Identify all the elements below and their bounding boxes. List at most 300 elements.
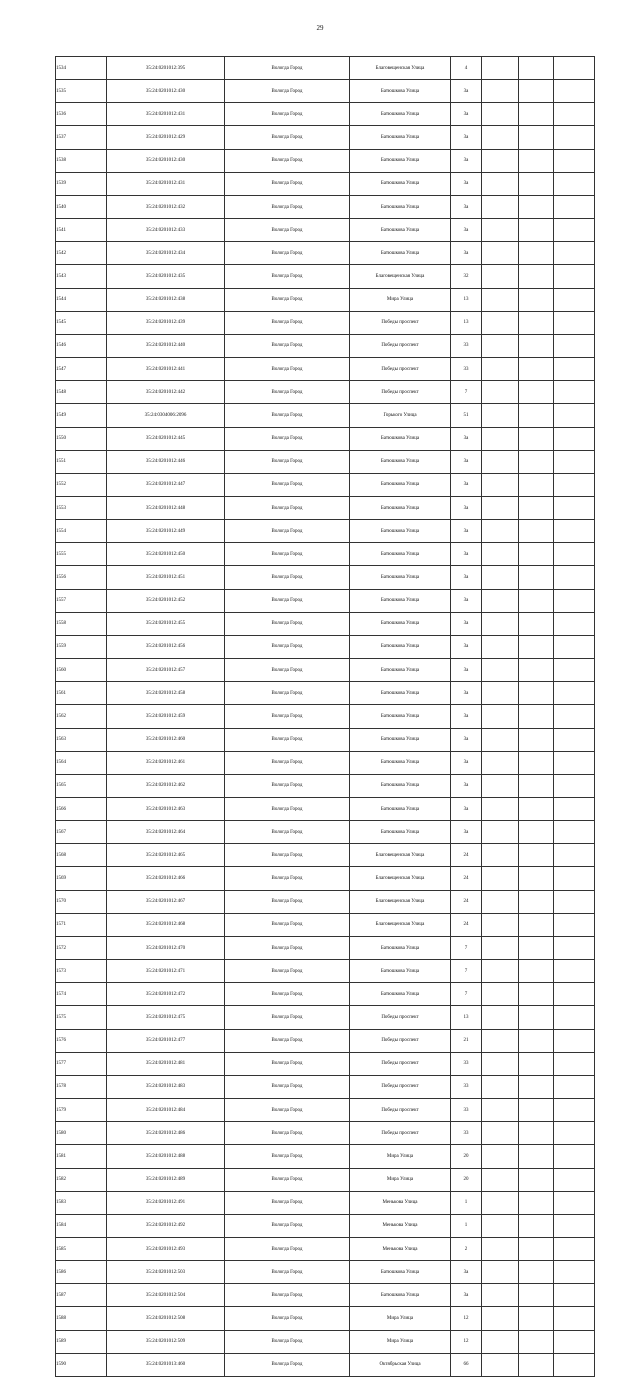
cell-row-number: 1552	[56, 473, 107, 496]
cell-row-number: 1570	[56, 890, 107, 913]
cell-city: Вологда Город	[225, 635, 350, 658]
cell-empty-3	[554, 265, 595, 288]
cell-row-number: 1575	[56, 1006, 107, 1029]
cell-row-number: 1563	[56, 728, 107, 751]
cell-row-number: 1549	[56, 404, 107, 427]
cell-street: Батюшкова Улица	[350, 496, 451, 519]
cell-house-number: 3а	[451, 149, 482, 172]
cell-empty-1	[482, 288, 519, 311]
cell-empty-1	[482, 334, 519, 357]
cell-cadastral-number: 35:24:0201012:435	[107, 265, 225, 288]
cell-empty-2	[519, 659, 554, 682]
cell-empty-1	[482, 913, 519, 936]
cell-house-number: 3а	[451, 242, 482, 265]
cell-empty-3	[554, 913, 595, 936]
cell-empty-3	[554, 334, 595, 357]
table-row	[56, 149, 595, 172]
cell-row-number: 1571	[56, 913, 107, 936]
cell-row-number: 1568	[56, 844, 107, 867]
cell-empty-1	[482, 473, 519, 496]
cell-empty-3	[554, 427, 595, 450]
cell-house-number: 3а	[451, 682, 482, 705]
cell-city: Вологда Город	[225, 1006, 350, 1029]
cell-house-number: 1	[451, 1191, 482, 1214]
cell-house-number: 24	[451, 844, 482, 867]
cell-empty-3	[554, 635, 595, 658]
cell-street: Октябрьская Улица	[350, 1353, 451, 1376]
cell-city: Вологда Город	[225, 80, 350, 103]
cell-cadastral-number: 35:24:0201012:450	[107, 543, 225, 566]
table-row	[56, 1052, 595, 1075]
cell-empty-1	[482, 612, 519, 635]
table-row	[56, 172, 595, 195]
cell-city: Вологда Город	[225, 126, 350, 149]
cell-house-number: 1	[451, 1214, 482, 1237]
cell-house-number: 20	[451, 1168, 482, 1191]
cell-row-number: 1559	[56, 635, 107, 658]
table-row	[56, 705, 595, 728]
cell-street: Мира Улица	[350, 288, 451, 311]
table-row	[56, 960, 595, 983]
cell-street: Победы проспект	[350, 311, 451, 334]
cell-empty-3	[554, 242, 595, 265]
cell-row-number: 1588	[56, 1307, 107, 1330]
cell-street: Благовещенская Улица	[350, 265, 451, 288]
table-row	[56, 496, 595, 519]
cell-empty-2	[519, 1099, 554, 1122]
cell-empty-3	[554, 1214, 595, 1237]
cell-empty-3	[554, 798, 595, 821]
cell-house-number: 3а	[451, 774, 482, 797]
cell-empty-2	[519, 844, 554, 867]
cell-empty-2	[519, 1330, 554, 1353]
cell-house-number: 33	[451, 358, 482, 381]
cell-empty-3	[554, 496, 595, 519]
cell-empty-3	[554, 1353, 595, 1376]
cell-row-number: 1539	[56, 172, 107, 195]
cell-empty-1	[482, 1029, 519, 1052]
cell-empty-1	[482, 450, 519, 473]
cell-house-number: 3а	[451, 1284, 482, 1307]
cell-row-number: 1547	[56, 358, 107, 381]
cell-row-number: 1544	[56, 288, 107, 311]
cell-street: Батюшкова Улица	[350, 219, 451, 242]
cell-empty-2	[519, 798, 554, 821]
cell-house-number: 3а	[451, 450, 482, 473]
cell-city: Вологда Город	[225, 1261, 350, 1284]
cell-empty-2	[519, 57, 554, 80]
cell-row-number: 1589	[56, 1330, 107, 1353]
cell-row-number: 1536	[56, 103, 107, 126]
cell-empty-2	[519, 612, 554, 635]
cell-cadastral-number: 35:24:0201012:464	[107, 821, 225, 844]
cell-empty-1	[482, 844, 519, 867]
cell-cadastral-number: 35:24:0201012:504	[107, 1284, 225, 1307]
cell-empty-1	[482, 1099, 519, 1122]
cell-empty-1	[482, 57, 519, 80]
table-row	[56, 543, 595, 566]
cell-street: Благовещенская Улица	[350, 57, 451, 80]
cell-city: Вологда Город	[225, 265, 350, 288]
cell-row-number: 1582	[56, 1168, 107, 1191]
cell-empty-3	[554, 1261, 595, 1284]
cell-cadastral-number: 35:24:0201012:467	[107, 890, 225, 913]
cell-house-number: 3а	[451, 172, 482, 195]
cell-empty-3	[554, 728, 595, 751]
cell-house-number: 33	[451, 1075, 482, 1098]
cell-city: Вологда Город	[225, 543, 350, 566]
cell-empty-1	[482, 659, 519, 682]
cell-house-number: 13	[451, 311, 482, 334]
table-row	[56, 1237, 595, 1260]
cell-cadastral-number: 35:24:0201012:439	[107, 311, 225, 334]
cell-row-number: 1572	[56, 936, 107, 959]
table-row	[56, 659, 595, 682]
cell-street: Батюшкова Улица	[350, 798, 451, 821]
cell-house-number: 3а	[451, 798, 482, 821]
table-row	[56, 404, 595, 427]
cell-city: Вологда Город	[225, 195, 350, 218]
cell-empty-2	[519, 751, 554, 774]
cell-empty-3	[554, 566, 595, 589]
cell-street: Батюшкова Улица	[350, 728, 451, 751]
cell-empty-1	[482, 1214, 519, 1237]
cell-row-number: 1561	[56, 682, 107, 705]
cell-row-number: 1579	[56, 1099, 107, 1122]
table-row	[56, 195, 595, 218]
cell-city: Вологда Город	[225, 1330, 350, 1353]
cell-empty-3	[554, 1168, 595, 1191]
cell-cadastral-number: 35:24:0201012:451	[107, 566, 225, 589]
cell-city: Вологда Город	[225, 659, 350, 682]
cell-city: Вологда Город	[225, 983, 350, 1006]
cell-empty-1	[482, 1284, 519, 1307]
cell-cadastral-number: 35:24:0201012:433	[107, 219, 225, 242]
cell-empty-2	[519, 1029, 554, 1052]
cell-street: Батюшкова Улица	[350, 936, 451, 959]
cell-row-number: 1546	[56, 334, 107, 357]
cell-empty-2	[519, 334, 554, 357]
cell-empty-3	[554, 1145, 595, 1168]
cell-house-number: 3а	[451, 80, 482, 103]
cell-empty-1	[482, 520, 519, 543]
cell-house-number: 13	[451, 288, 482, 311]
cell-street: Батюшкова Улица	[350, 172, 451, 195]
cell-street: Мира Улица	[350, 1330, 451, 1353]
cell-cadastral-number: 35:24:0201012:503	[107, 1261, 225, 1284]
cell-street: Батюшкова Улица	[350, 543, 451, 566]
cell-empty-1	[482, 404, 519, 427]
cell-empty-3	[554, 381, 595, 404]
cell-city: Вологда Город	[225, 1029, 350, 1052]
cell-row-number: 1556	[56, 566, 107, 589]
cell-house-number: 24	[451, 890, 482, 913]
cell-empty-2	[519, 1168, 554, 1191]
cell-empty-2	[519, 1284, 554, 1307]
cell-row-number: 1574	[56, 983, 107, 1006]
cell-row-number: 1565	[56, 774, 107, 797]
cell-empty-1	[482, 149, 519, 172]
cell-city: Вологда Город	[225, 103, 350, 126]
cell-street: Батюшкова Улица	[350, 242, 451, 265]
cell-street: Батюшкова Улица	[350, 960, 451, 983]
cell-row-number: 1562	[56, 705, 107, 728]
table-row	[56, 1330, 595, 1353]
cell-row-number: 1586	[56, 1261, 107, 1284]
table-row	[56, 473, 595, 496]
cell-city: Вологда Город	[225, 844, 350, 867]
cell-row-number: 1554	[56, 520, 107, 543]
cell-empty-3	[554, 774, 595, 797]
table-row	[56, 1075, 595, 1098]
table-row	[56, 57, 595, 80]
cell-empty-2	[519, 983, 554, 1006]
cell-row-number: 1576	[56, 1029, 107, 1052]
cell-street: Менькова Улица	[350, 1214, 451, 1237]
cell-empty-2	[519, 890, 554, 913]
cell-empty-3	[554, 404, 595, 427]
cell-cadastral-number: 35:24:0201012:440	[107, 334, 225, 357]
cell-street: Батюшкова Улица	[350, 520, 451, 543]
cell-row-number: 1545	[56, 311, 107, 334]
cell-city: Вологда Город	[225, 890, 350, 913]
cell-house-number: 13	[451, 1006, 482, 1029]
cell-empty-2	[519, 682, 554, 705]
table-row	[56, 1099, 595, 1122]
cell-street: Батюшкова Улица	[350, 774, 451, 797]
cell-cadastral-number: 35:24:0201012:461	[107, 751, 225, 774]
cell-house-number: 3а	[451, 473, 482, 496]
cell-cadastral-number: 35:24:0201012:471	[107, 960, 225, 983]
table-row	[56, 589, 595, 612]
cell-house-number: 3а	[451, 496, 482, 519]
cell-house-number: 2	[451, 1237, 482, 1260]
cell-empty-1	[482, 682, 519, 705]
cell-cadastral-number: 35:24:0304006:2096	[107, 404, 225, 427]
cell-row-number: 1564	[56, 751, 107, 774]
table-row	[56, 936, 595, 959]
cell-street: Батюшкова Улица	[350, 682, 451, 705]
cell-row-number: 1551	[56, 450, 107, 473]
cell-city: Вологда Город	[225, 1075, 350, 1098]
cell-cadastral-number: 35:24:0201012:429	[107, 126, 225, 149]
cell-empty-2	[519, 1075, 554, 1098]
cell-empty-1	[482, 172, 519, 195]
cell-empty-1	[482, 103, 519, 126]
cell-city: Вологда Город	[225, 1168, 350, 1191]
cell-cadastral-number: 35:24:0201012:434	[107, 242, 225, 265]
table-row	[56, 635, 595, 658]
cell-empty-2	[519, 1307, 554, 1330]
cell-empty-3	[554, 612, 595, 635]
cell-row-number: 1584	[56, 1214, 107, 1237]
cell-cadastral-number: 35:24:0201012:455	[107, 612, 225, 635]
cell-empty-2	[519, 195, 554, 218]
table-row	[56, 774, 595, 797]
cell-row-number: 1535	[56, 80, 107, 103]
cell-row-number: 1566	[56, 798, 107, 821]
cell-house-number: 3а	[451, 589, 482, 612]
table-row	[56, 219, 595, 242]
cell-street: Победы проспект	[350, 334, 451, 357]
cell-city: Вологда Город	[225, 520, 350, 543]
cell-street: Мира Улица	[350, 1307, 451, 1330]
cell-house-number: 33	[451, 1099, 482, 1122]
cell-house-number: 66	[451, 1353, 482, 1376]
cell-street: Батюшкова Улица	[350, 1284, 451, 1307]
cell-empty-2	[519, 381, 554, 404]
cell-empty-1	[482, 821, 519, 844]
cell-cadastral-number: 35:24:0201012:489	[107, 1168, 225, 1191]
cell-empty-3	[554, 1237, 595, 1260]
cell-empty-1	[482, 566, 519, 589]
cell-empty-1	[482, 960, 519, 983]
cell-empty-2	[519, 1006, 554, 1029]
cell-empty-2	[519, 427, 554, 450]
cell-empty-3	[554, 1075, 595, 1098]
cell-empty-1	[482, 311, 519, 334]
cell-empty-3	[554, 682, 595, 705]
table-row	[56, 913, 595, 936]
cell-empty-2	[519, 543, 554, 566]
cell-city: Вологда Город	[225, 1353, 350, 1376]
cell-house-number: 7	[451, 936, 482, 959]
cell-row-number: 1541	[56, 219, 107, 242]
cell-street: Батюшкова Улица	[350, 126, 451, 149]
cell-empty-1	[482, 867, 519, 890]
cell-city: Вологда Город	[225, 960, 350, 983]
cell-street: Победы проспект	[350, 1122, 451, 1145]
cell-cadastral-number: 35:24:0201012:452	[107, 589, 225, 612]
cell-cadastral-number: 35:24:0201012:442	[107, 381, 225, 404]
cell-street: Благовещенская Улица	[350, 913, 451, 936]
cell-empty-2	[519, 103, 554, 126]
cell-city: Вологда Город	[225, 612, 350, 635]
cell-city: Вологда Город	[225, 172, 350, 195]
cell-street: Батюшкова Улица	[350, 821, 451, 844]
cell-cadastral-number: 35:24:0201012:458	[107, 682, 225, 705]
cell-city: Вологда Город	[225, 867, 350, 890]
cell-house-number: 33	[451, 1122, 482, 1145]
cell-cadastral-number: 35:24:0201012:457	[107, 659, 225, 682]
cell-empty-1	[482, 983, 519, 1006]
cell-street: Горького Улица	[350, 404, 451, 427]
cell-city: Вологда Город	[225, 589, 350, 612]
table-row	[56, 288, 595, 311]
cell-row-number: 1567	[56, 821, 107, 844]
cell-empty-2	[519, 288, 554, 311]
cell-empty-1	[482, 890, 519, 913]
cell-city: Вологда Город	[225, 913, 350, 936]
cell-street: Батюшкова Улица	[350, 195, 451, 218]
registry-table	[55, 56, 595, 1377]
cell-city: Вологда Город	[225, 1052, 350, 1075]
cell-house-number: 3а	[451, 751, 482, 774]
cell-row-number: 1558	[56, 612, 107, 635]
cell-city: Вологда Город	[225, 473, 350, 496]
cell-cadastral-number: 35:24:0201012:456	[107, 635, 225, 658]
cell-city: Вологда Город	[225, 242, 350, 265]
cell-cadastral-number: 35:24:0201012:493	[107, 1237, 225, 1260]
cell-empty-2	[519, 705, 554, 728]
cell-empty-3	[554, 1006, 595, 1029]
cell-empty-3	[554, 751, 595, 774]
table-row	[56, 612, 595, 635]
cell-empty-1	[482, 126, 519, 149]
cell-city: Вологда Город	[225, 1214, 350, 1237]
table-row	[56, 682, 595, 705]
cell-cadastral-number: 35:24:0201012:484	[107, 1099, 225, 1122]
cell-row-number: 1585	[56, 1237, 107, 1260]
cell-empty-2	[519, 1122, 554, 1145]
cell-empty-2	[519, 311, 554, 334]
table-row	[56, 242, 595, 265]
cell-empty-2	[519, 520, 554, 543]
cell-house-number: 12	[451, 1307, 482, 1330]
cell-cadastral-number: 35:24:0201012:463	[107, 798, 225, 821]
cell-cadastral-number: 35:24:0201012:492	[107, 1214, 225, 1237]
cell-row-number: 1557	[56, 589, 107, 612]
cell-street: Победы проспект	[350, 1052, 451, 1075]
cell-empty-1	[482, 1330, 519, 1353]
cell-empty-3	[554, 983, 595, 1006]
cell-house-number: 3а	[451, 427, 482, 450]
table-row	[56, 1261, 595, 1284]
cell-empty-3	[554, 149, 595, 172]
cell-city: Вологда Город	[225, 682, 350, 705]
cell-cadastral-number: 35:24:0201012:483	[107, 1075, 225, 1098]
cell-city: Вологда Город	[225, 728, 350, 751]
cell-empty-2	[519, 728, 554, 751]
cell-cadastral-number: 35:24:0201012:462	[107, 774, 225, 797]
table-row	[56, 728, 595, 751]
cell-city: Вологда Город	[225, 1145, 350, 1168]
table-row	[56, 450, 595, 473]
cell-house-number: 24	[451, 913, 482, 936]
cell-empty-1	[482, 242, 519, 265]
cell-house-number: 3а	[451, 612, 482, 635]
cell-house-number: 12	[451, 1330, 482, 1353]
cell-empty-2	[519, 473, 554, 496]
cell-empty-2	[519, 589, 554, 612]
cell-empty-1	[482, 496, 519, 519]
cell-street: Батюшкова Улица	[350, 80, 451, 103]
cell-empty-3	[554, 172, 595, 195]
cell-cadastral-number: 35:24:0201012:477	[107, 1029, 225, 1052]
cell-street: Батюшкова Улица	[350, 705, 451, 728]
cell-empty-3	[554, 195, 595, 218]
cell-cadastral-number: 35:24:0201012:509	[107, 1330, 225, 1353]
cell-city: Вологда Город	[225, 1237, 350, 1260]
table-row	[56, 427, 595, 450]
table-row	[56, 1353, 595, 1376]
cell-house-number: 3а	[451, 103, 482, 126]
cell-cadastral-number: 35:24:0201012:508	[107, 1307, 225, 1330]
table-row	[56, 1168, 595, 1191]
cell-empty-3	[554, 867, 595, 890]
cell-city: Вологда Город	[225, 311, 350, 334]
cell-cadastral-number: 35:24:0201012:432	[107, 195, 225, 218]
cell-city: Вологда Город	[225, 334, 350, 357]
cell-house-number: 3а	[451, 659, 482, 682]
cell-cadastral-number: 35:24:0201012:459	[107, 705, 225, 728]
cell-empty-2	[519, 566, 554, 589]
cell-cadastral-number: 35:24:0201012:430	[107, 149, 225, 172]
cell-empty-3	[554, 288, 595, 311]
cell-empty-2	[519, 1261, 554, 1284]
cell-empty-1	[482, 1191, 519, 1214]
cell-cadastral-number: 35:24:0201012:430	[107, 80, 225, 103]
